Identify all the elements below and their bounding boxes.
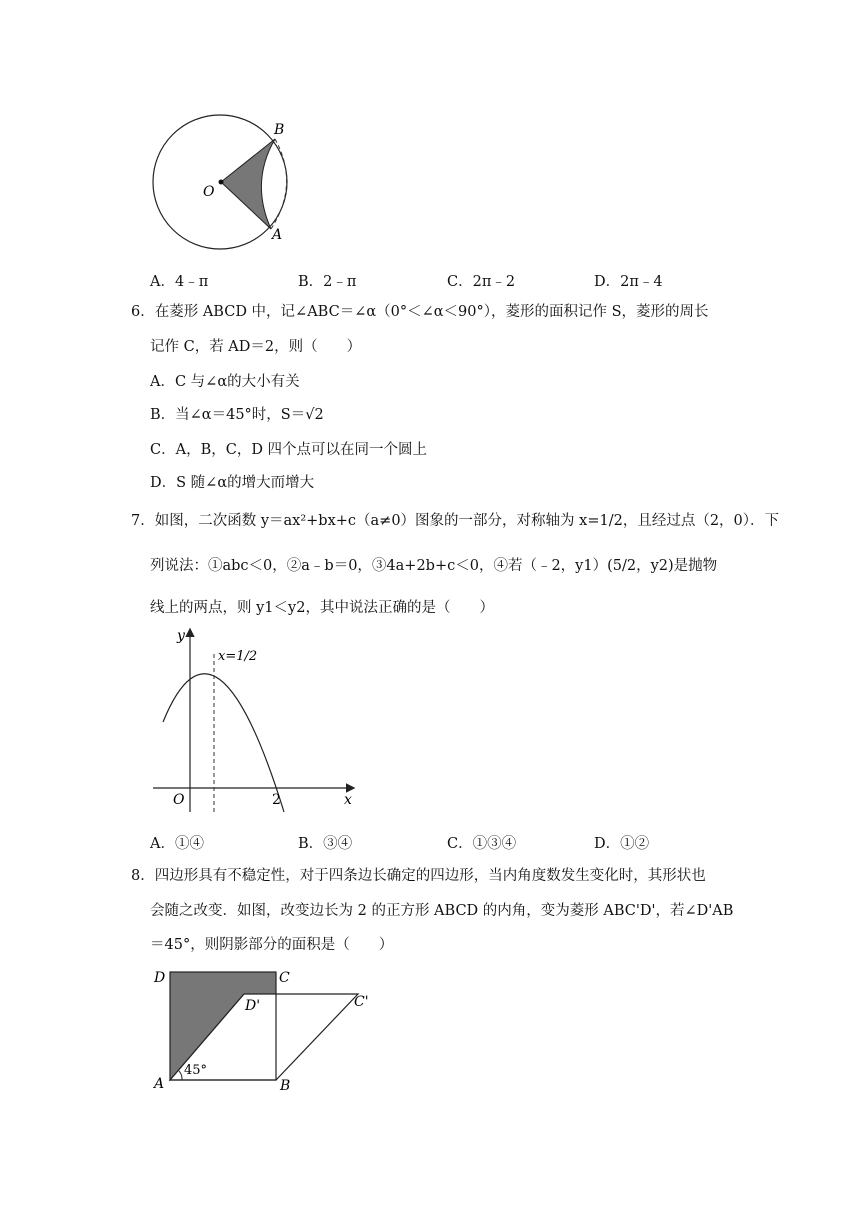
q7-label-axis: x=1/2: [218, 649, 258, 664]
q5-label-o: O: [203, 184, 215, 200]
q6-option-a[interactable]: A．C 与∠α的大小有关: [150, 374, 300, 390]
q6-stem-line-1: 6．在菱形 ABCD 中，记∠ABC＝∠α（0°＜∠α＜90°），菱形的面积记作 S，菱形的周长: [131, 304, 709, 320]
q5-label-a: A: [272, 227, 283, 243]
q8-label-b: B: [280, 1078, 291, 1094]
q7-option-b-label: B．: [298, 836, 324, 852]
q5-option-c-label: C．: [447, 274, 473, 290]
q7-stem-line-3: 线上的两点，则 y1＜y2，其中说法正确的是（ ）: [150, 600, 494, 616]
q8-label-c: C: [279, 970, 290, 986]
q8-stem-line-1: 8．四边形具有不稳定性，对于四条边长确定的四边形，当内角度数发生变化时，其形状也: [131, 868, 706, 884]
q7-option-d-text: ①②: [620, 836, 650, 852]
q7-label-o: O: [173, 792, 185, 808]
q5-dashed-arc: [271, 139, 287, 229]
q8-label-d: D: [154, 970, 166, 986]
q7-figure: [148, 622, 363, 817]
q7-option-c-text: ①③④: [472, 836, 517, 852]
q5-option-d[interactable]: [594, 270, 663, 291]
q8-label-a: A: [154, 1076, 165, 1092]
q5-option-a-text: 4﹣π: [174, 274, 209, 290]
q8-label-angle: 45°: [184, 1063, 208, 1078]
q5-figure: [140, 112, 310, 257]
q7-option-d-label: D．: [594, 836, 621, 852]
q7-option-a-text: ①④: [174, 836, 204, 852]
q8-label-dp: D': [245, 998, 261, 1014]
q5-option-b-label: B．: [298, 274, 324, 290]
q7-option-c-label: C．: [447, 836, 473, 852]
q7-option-d[interactable]: [594, 832, 649, 853]
q8-label-cp: C': [354, 994, 369, 1010]
q7-option-a[interactable]: [150, 832, 204, 853]
q5-option-d-text: 2π﹣4: [620, 274, 663, 290]
q7-stem-line-2: 列说法：①abc＜0，②a﹣b＝0，③4a+2b+c＜0，④若（﹣2，y1）(5/2，y2)是抛物: [150, 558, 718, 574]
q5-option-a[interactable]: [150, 270, 208, 291]
q8-stem-line-2: 会随之改变．如图，改变边长为 2 的正方形 ABCD 的内角，变为菱形 ABC'D'，若∠D'AB: [150, 903, 734, 919]
q8-angle-arc: [179, 1071, 182, 1080]
q8-stem-line-3: ＝45°，则阴影部分的面积是（ ）: [150, 937, 394, 953]
q6-option-d[interactable]: D．S 随∠α的增大而增大: [150, 475, 315, 491]
q5-center-dot: [219, 180, 224, 185]
q5-option-c[interactable]: [447, 270, 515, 291]
q7-label-y: y: [177, 628, 185, 644]
q5-option-c-text: 2π﹣2: [472, 274, 516, 290]
q5-option-a-label: A．: [150, 274, 175, 290]
q6-option-b[interactable]: B．当∠α＝45°时，S＝√2: [150, 407, 324, 423]
q7-label-2: 2: [272, 792, 281, 808]
q8-figure: [148, 960, 378, 1095]
q7-option-c[interactable]: [447, 832, 516, 853]
q6-option-c[interactable]: C．A，B，C，D 四个点可以在同一个圆上: [150, 442, 428, 458]
q5-option-b-text: 2﹣π: [323, 274, 357, 290]
q6-stem-line-2: 记作 C，若 AD＝2，则（ ）: [150, 339, 362, 355]
q7-label-x: x: [344, 792, 352, 808]
q5-shaded-region: [221, 139, 275, 229]
q7-option-a-label: A．: [150, 836, 175, 852]
q7-option-b-text: ③④: [323, 836, 353, 852]
q5-option-d-label: D．: [594, 274, 621, 290]
q5-option-b[interactable]: [298, 270, 356, 291]
q7-option-b[interactable]: [298, 832, 352, 853]
q7-stem-line-1: 7．如图，二次函数 y＝ax²+bx+c（a≠0）图象的一部分，对称轴为 x=1/2，且经过点（2，0）．下: [131, 513, 780, 529]
q5-label-b: B: [274, 122, 285, 138]
